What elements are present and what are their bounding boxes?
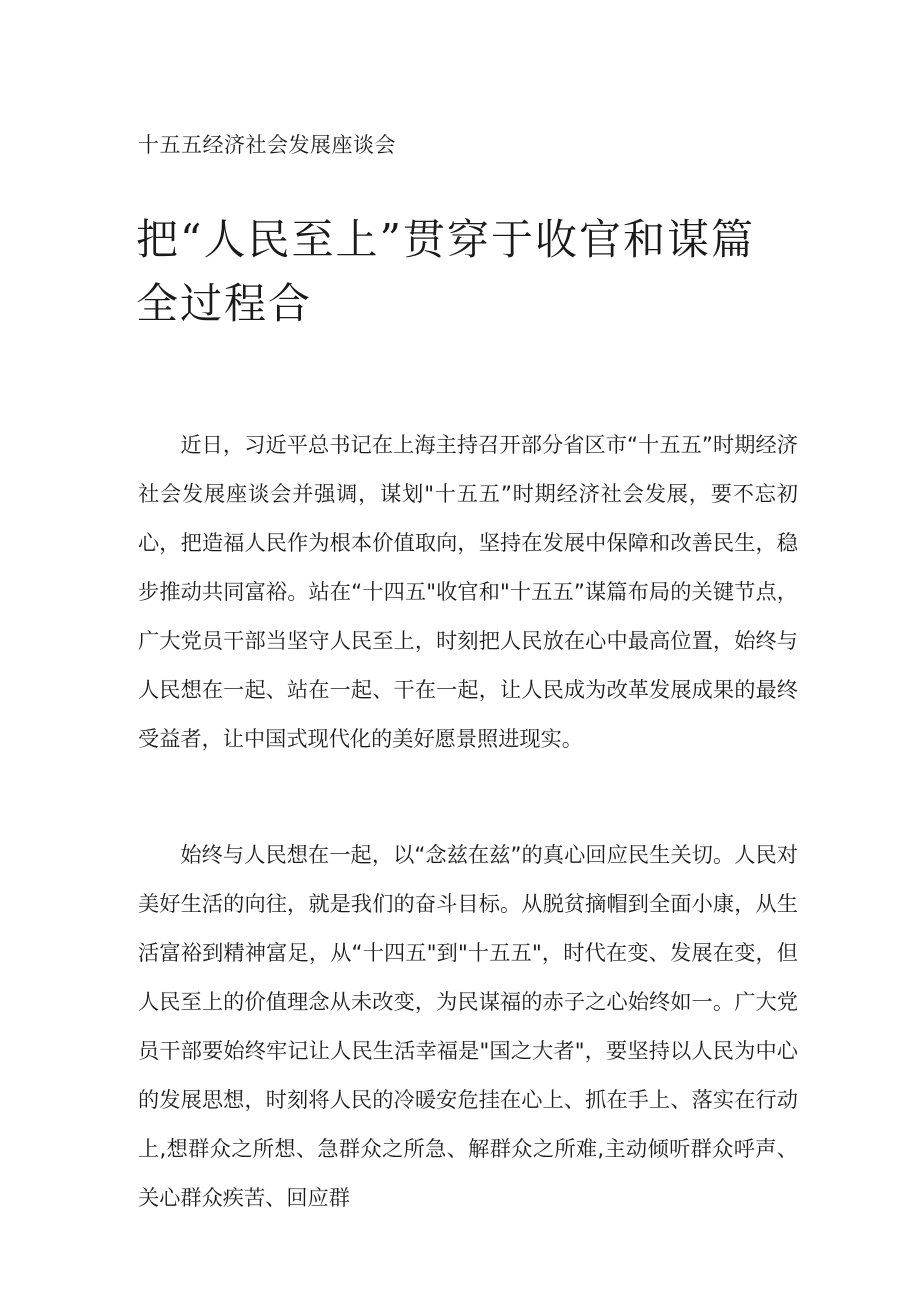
body-paragraph-1: 近日，习近平总书记在上海主持召开部分省区市“十五五”时期经济社会发展座谈会并强调，谋划"十五五”时期经济社会发展，要不忘初心，把造福人民作为根本价值取向，坚持在发展中保障和改善民生，稳步推动共同富裕。站在“十四五"收官和"十五五”谋篇布局的关键节点，广大党员干部当坚守人民至上，时刻把人民放在心中最高位置，始终与人民想在一起、站在一起、干在一起，让人民成为改革发展成果的最终受益者，让中国式现代化的美好愿景照进现实。 xyxy=(138,432,798,751)
document-subtitle: 十五五经济社会发展座谈会 xyxy=(138,133,396,157)
body-paragraph-2: 始终与人民想在一起，以“念兹在兹”的真心回应民生关切。人民对美好生活的向往，就是我们的奋斗目标。从脱贫摘帽到全面小康，从生活富裕到精神富足，从“十四五"到"十五五"，时代在变、发展在变，但人民至上的价值理念从未改变，为民谋福的赤子之心始终如一。广大党员干部要始终牢记让人民生活幸福是"国之大者"，要坚持以人民为中心的发展思想，时刻将人民的冷暖安危挂在心上、抓在手上、落实在行动上,想群众之所想、急群众之所急、解群众之所难,主动倾听群众呼声、关心群众疾苦、回应群 xyxy=(138,842,798,1210)
document-title: 把“人民至上”贯穿于收官和谋篇全过程合 xyxy=(136,215,755,328)
